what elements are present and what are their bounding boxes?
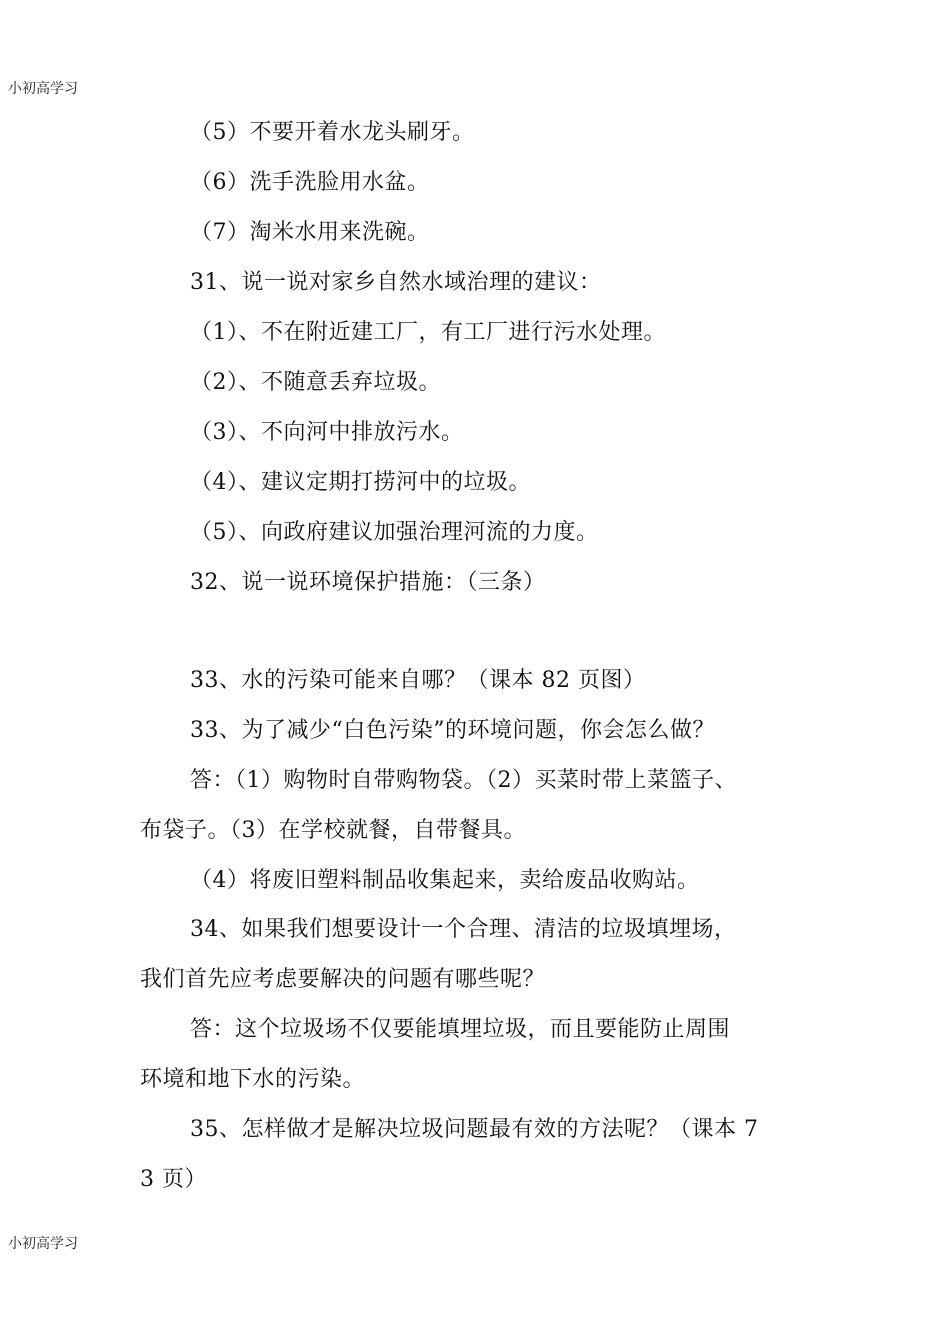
question-33a: 33、水的污染可能来自哪？（课本 82 页图） — [190, 668, 646, 693]
question-31: 31、说一说对家乡自然水域治理的建议： — [190, 270, 602, 295]
list-item-6: （6）洗手洗脸用水盆。 — [190, 170, 430, 195]
question-34-line2: 我们首先应考虑要解决的问题有哪些呢？ — [140, 967, 546, 992]
question-35-line2: 3 页） — [140, 1167, 207, 1192]
answer-33-line1: 答：（1）购物时自带购物袋。（2）买菜时带上菜篮子、 — [190, 768, 737, 793]
question-32: 32、说一说环境保护措施：（三条） — [190, 570, 546, 595]
suggestion-5: （5）、向政府建议加强治理河流的力度。 — [190, 520, 599, 545]
question-34-line1: 34、如果我们想要设计一个合理、清洁的垃圾填埋场， — [190, 917, 737, 942]
list-item-5: （5）不要开着水龙头刷牙。 — [190, 120, 475, 145]
answer-34-line2: 环境和地下水的污染。 — [140, 1067, 366, 1092]
suggestion-1: （1）、不在附近建工厂，有工厂进行污水处理。 — [190, 320, 666, 345]
answer-33-line2: 布袋子。（3）在学校就餐，自带餐具。 — [140, 818, 526, 843]
question-35-line1: 35、怎样做才是解决垃圾问题最有效的方法呢？（课本 7 — [190, 1117, 759, 1142]
suggestion-2: （2）、不随意丢弃垃圾。 — [190, 370, 441, 395]
suggestion-3: （3）、不向河中排放污水。 — [190, 420, 464, 445]
footer-watermark: 小初高学习 — [8, 1236, 78, 1252]
answer-33-line3: （4）将废旧塑料制品收集起来，卖给废品收购站。 — [190, 868, 700, 893]
suggestion-4: （4）、建议定期打捞河中的垃圾。 — [190, 470, 531, 495]
list-item-7: （7）淘米水用来洗碗。 — [190, 220, 430, 245]
header-watermark: 小初高学习 — [8, 81, 78, 97]
answer-34-line1: 答：这个垃圾场不仅要能填埋垃圾，而且要能防止周围 — [190, 1017, 731, 1042]
question-33b: 33、为了减少“白色污染”的环境问题，你会怎么做？ — [190, 718, 715, 743]
